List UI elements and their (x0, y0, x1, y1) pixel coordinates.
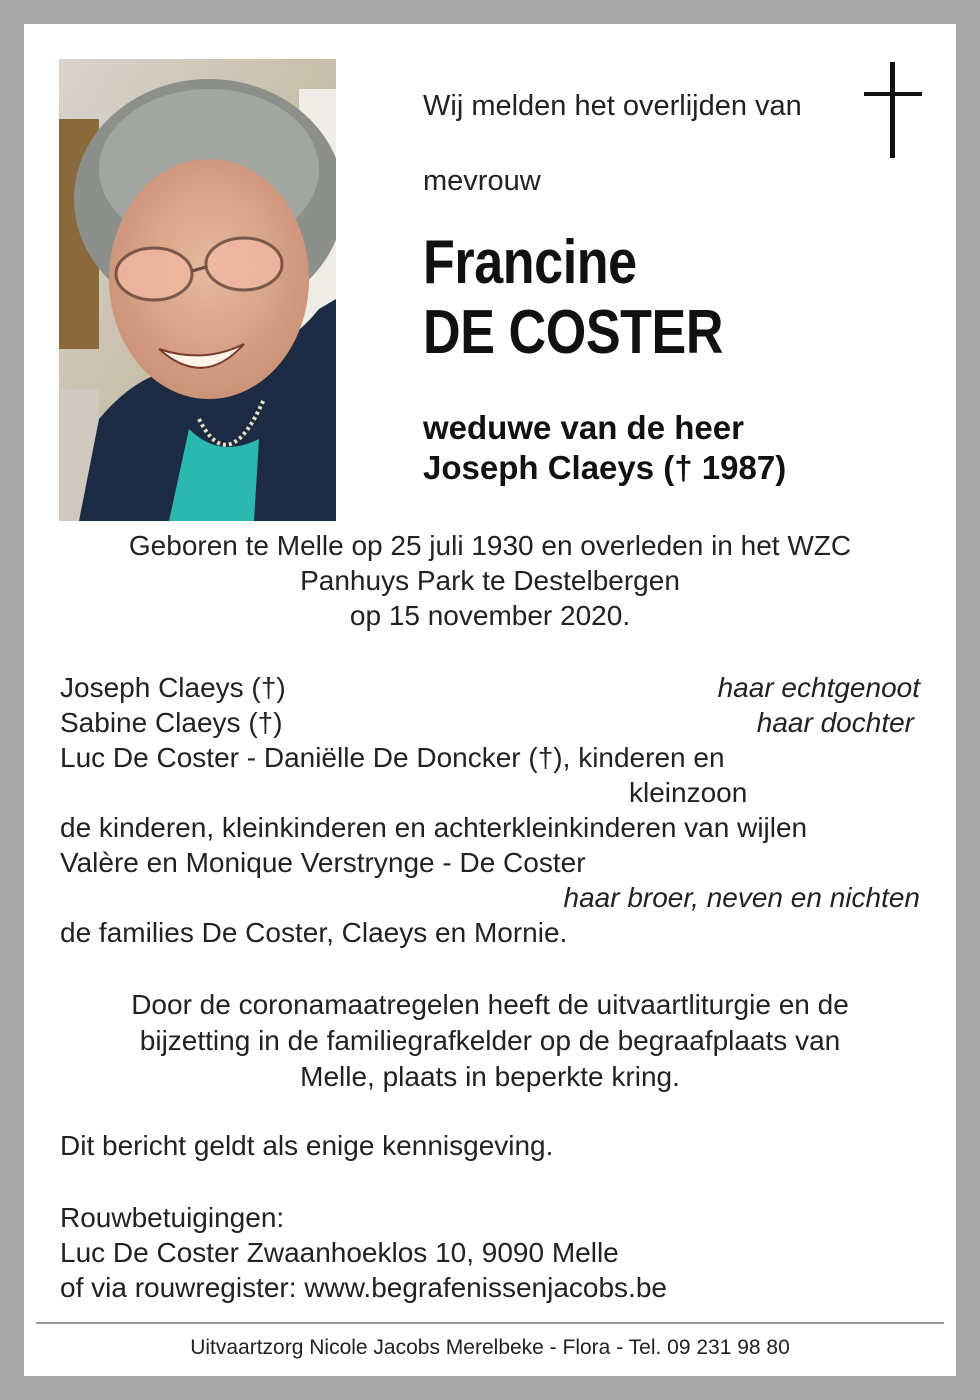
family-member: Luc De Coster - Daniëlle De Doncker (†), kinderen en (60, 742, 725, 773)
portrait-photo (59, 59, 336, 521)
family-member: Valère en Monique Verstrynge - De Coster (60, 847, 586, 878)
family-row (60, 810, 920, 845)
condolences-heading: Rouwbetuigingen: (60, 1202, 285, 1233)
latin-cross-icon (864, 62, 922, 158)
birth-line-1: Geboren te Melle op 25 juli 1930 en overleden in het WZC (128, 530, 852, 561)
corona-line-1: Door de coronamaatregelen heeft de uitvaartliturgie en de (131, 989, 849, 1020)
family-row (60, 880, 920, 915)
birth-death-info (60, 528, 920, 633)
family-row (60, 670, 920, 705)
family-relation: haar dochter (756, 707, 914, 738)
condolences (60, 1200, 667, 1305)
corona-line-2: bijzetting in de familiegrafkelder op de begraafplaats van (139, 1025, 841, 1056)
widow-of (423, 408, 786, 488)
announcement-intro: Wij melden het overlijden van (423, 90, 802, 122)
honorific: mevrouw (423, 165, 541, 197)
family-row (60, 705, 920, 740)
family-member: Sabine Claeys (†) (60, 707, 283, 738)
corona-line-3: Melle, plaats in beperkte kring. (300, 1061, 680, 1092)
family-row (60, 775, 920, 810)
corona-notice (60, 987, 920, 1095)
family-member: de families De Coster, Claeys en Mornie. (60, 917, 568, 948)
first-name: Francine (423, 228, 637, 297)
family-list (60, 670, 920, 950)
widow-line-2: Joseph Claeys († 1987) (423, 449, 787, 486)
family-row (60, 915, 920, 950)
condolences-address: Luc De Coster Zwaanhoeklos 10, 9090 Melle (60, 1237, 619, 1268)
birth-line-2: Panhuys Park te Destelbergen (300, 565, 680, 596)
family-member: Joseph Claeys (†) (60, 672, 286, 703)
family-row (60, 845, 920, 880)
footer-divider (36, 1322, 944, 1324)
funeral-home-footer: Uitvaartzorg Nicole Jacobs Merelbeke - Flora - Tel. 09 231 98 80 (190, 1336, 790, 1359)
sole-notice: Dit bericht geldt als enige kennisgeving. (60, 1130, 554, 1161)
widow-line-1: weduwe van de heer (423, 409, 744, 446)
birth-line-3: op 15 november 2020. (349, 600, 631, 631)
family-relation: kleinzoon (629, 777, 748, 808)
deceased-name (423, 228, 723, 368)
last-name: DE COSTER (423, 298, 724, 367)
family-relation: haar echtgenoot (717, 672, 920, 703)
family-row (60, 740, 920, 775)
family-relation: haar broer, neven en nichten (563, 882, 920, 913)
family-member: de kinderen, kleinkinderen en achterkleinkinderen van wijlen (60, 812, 808, 843)
condolences-online: of via rouwregister: www.begrafenissenjacobs.be (60, 1272, 667, 1303)
